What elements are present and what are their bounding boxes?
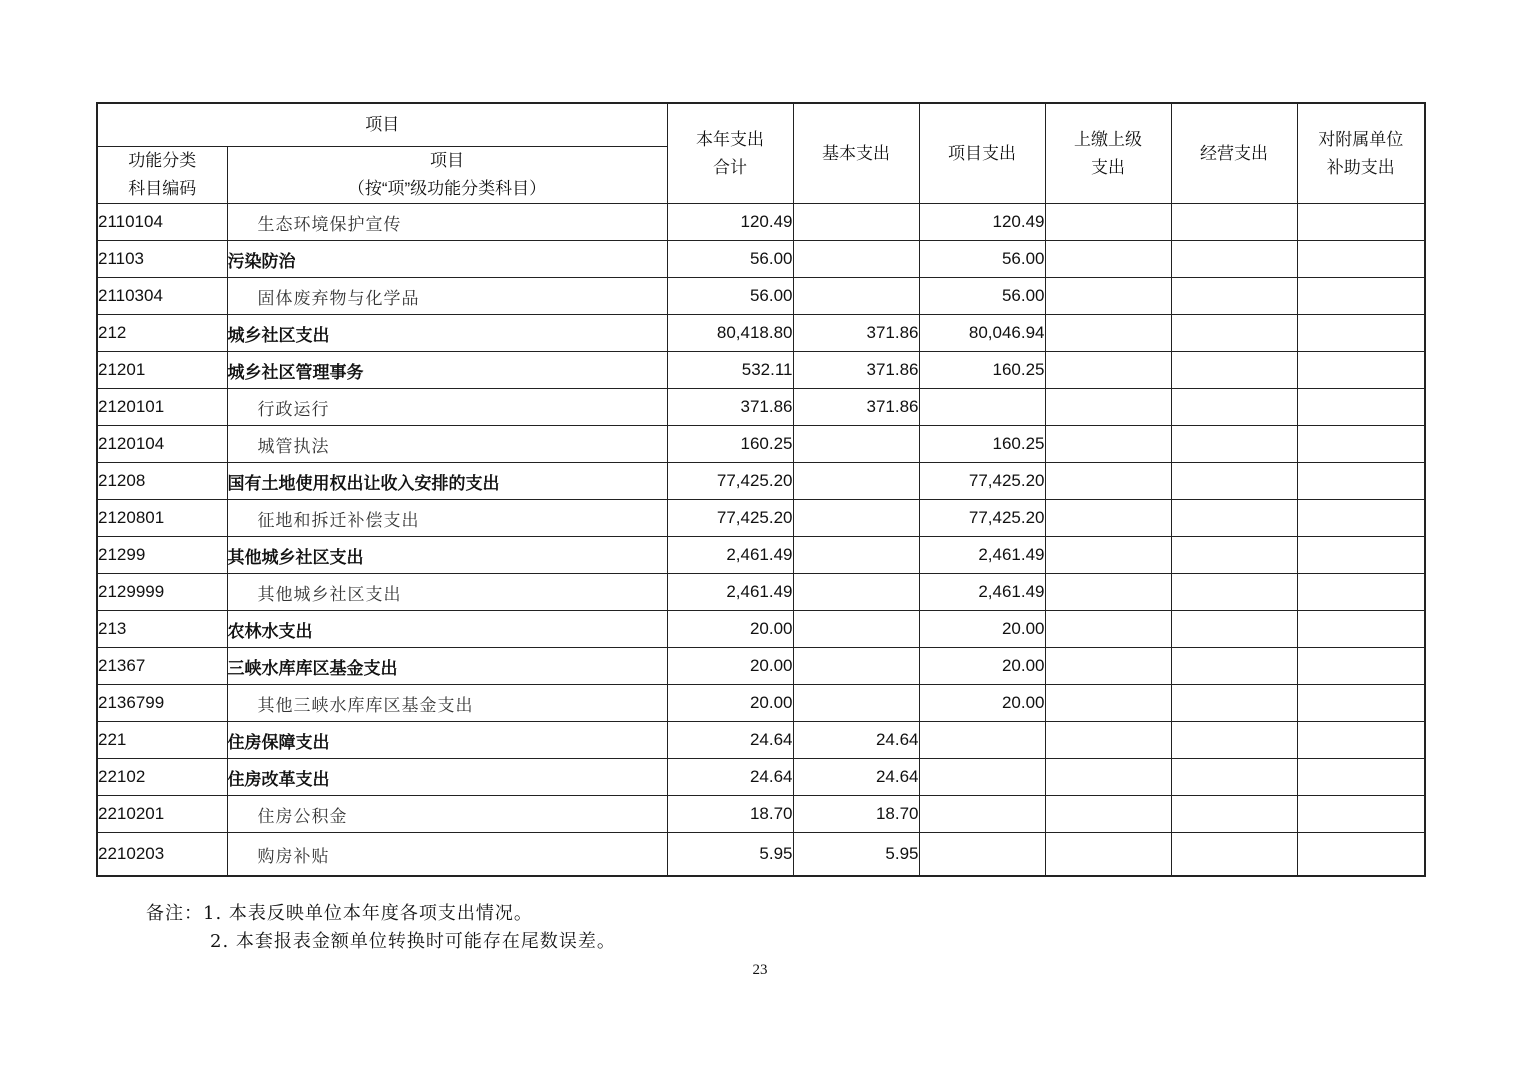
cell-total: 20.00 [667, 648, 793, 685]
cell-subsidy [1297, 833, 1425, 877]
header-code: 功能分类 科目编码 [97, 147, 227, 204]
cell-code: 213 [97, 611, 227, 648]
cell-name: 国有土地使用权出让收入安排的支出 [227, 463, 667, 500]
cell-project: 20.00 [919, 685, 1045, 722]
cell-project [919, 722, 1045, 759]
cell-subsidy [1297, 611, 1425, 648]
cell-business [1171, 648, 1297, 685]
cell-upper [1045, 722, 1171, 759]
cell-basic: 24.64 [793, 722, 919, 759]
cell-total: 5.95 [667, 833, 793, 877]
header-name: 项目 （按“项”级功能分类科目） [227, 147, 667, 204]
cell-subsidy [1297, 759, 1425, 796]
header-subsidy: 对附属单位 补助支出 [1297, 103, 1425, 204]
cell-code: 2110104 [97, 204, 227, 241]
table-row [97, 278, 1425, 315]
cell-upper [1045, 500, 1171, 537]
cell-project: 20.00 [919, 611, 1045, 648]
cell-project: 77,425.20 [919, 500, 1045, 537]
cell-code: 22102 [97, 759, 227, 796]
cell-subsidy [1297, 278, 1425, 315]
cell-total: 80,418.80 [667, 315, 793, 352]
cell-total: 2,461.49 [667, 537, 793, 574]
expenditure-table [96, 102, 1426, 877]
cell-total: 56.00 [667, 278, 793, 315]
header-basic: 基本支出 [793, 103, 919, 204]
header-project: 项目支出 [919, 103, 1045, 204]
cell-project: 20.00 [919, 648, 1045, 685]
cell-name: 三峡水库库区基金支出 [227, 648, 667, 685]
table-row [97, 574, 1425, 611]
cell-project: 120.49 [919, 204, 1045, 241]
table-row [97, 759, 1425, 796]
cell-name: 其他城乡社区支出 [227, 537, 667, 574]
cell-project [919, 833, 1045, 877]
cell-subsidy [1297, 241, 1425, 278]
cell-basic: 371.86 [793, 389, 919, 426]
cell-total: 18.70 [667, 796, 793, 833]
cell-business [1171, 352, 1297, 389]
cell-subsidy [1297, 389, 1425, 426]
cell-name: 城乡社区管理事务 [227, 352, 667, 389]
cell-subsidy [1297, 315, 1425, 352]
table-row [97, 685, 1425, 722]
cell-name: 城管执法 [227, 426, 667, 463]
cell-upper [1045, 315, 1171, 352]
cell-upper [1045, 537, 1171, 574]
cell-subsidy [1297, 500, 1425, 537]
page-number: 23 [752, 962, 768, 978]
cell-name: 农林水支出 [227, 611, 667, 648]
cell-code: 212 [97, 315, 227, 352]
cell-basic [793, 426, 919, 463]
cell-basic [793, 537, 919, 574]
cell-business [1171, 241, 1297, 278]
cell-name: 其他城乡社区支出 [227, 574, 667, 611]
cell-project [919, 796, 1045, 833]
cell-basic: 24.64 [793, 759, 919, 796]
cell-upper [1045, 426, 1171, 463]
cell-subsidy [1297, 537, 1425, 574]
cell-business [1171, 833, 1297, 877]
cell-project [919, 389, 1045, 426]
cell-business [1171, 204, 1297, 241]
cell-basic [793, 648, 919, 685]
cell-total: 2,461.49 [667, 574, 793, 611]
cell-code: 221 [97, 722, 227, 759]
cell-upper [1045, 278, 1171, 315]
cell-project: 56.00 [919, 278, 1045, 315]
cell-name: 固体废弃物与化学品 [227, 278, 667, 315]
note-line-1: 备注：1. 本表反映单位本年度各项支出情况。 [146, 903, 533, 924]
cell-business [1171, 685, 1297, 722]
cell-total: 56.00 [667, 241, 793, 278]
cell-subsidy [1297, 574, 1425, 611]
cell-subsidy [1297, 204, 1425, 241]
cell-code: 2210203 [97, 833, 227, 877]
cell-total: 20.00 [667, 611, 793, 648]
cell-basic [793, 463, 919, 500]
cell-business [1171, 537, 1297, 574]
cell-project: 80,046.94 [919, 315, 1045, 352]
cell-upper [1045, 574, 1171, 611]
cell-subsidy [1297, 796, 1425, 833]
cell-upper [1045, 611, 1171, 648]
header-upper: 上缴上级 支出 [1045, 103, 1171, 204]
cell-code: 2110304 [97, 278, 227, 315]
cell-upper [1045, 352, 1171, 389]
cell-name: 住房保障支出 [227, 722, 667, 759]
cell-code: 21103 [97, 241, 227, 278]
header-business: 经营支出 [1171, 103, 1297, 204]
cell-business [1171, 315, 1297, 352]
table-row [97, 204, 1425, 241]
cell-code: 2129999 [97, 574, 227, 611]
cell-total: 20.00 [667, 685, 793, 722]
cell-upper [1045, 204, 1171, 241]
table-row [97, 648, 1425, 685]
cell-name: 住房公积金 [227, 796, 667, 833]
cell-basic [793, 204, 919, 241]
cell-business [1171, 796, 1297, 833]
cell-name: 征地和拆迁补偿支出 [227, 500, 667, 537]
table-row [97, 611, 1425, 648]
table-row [97, 537, 1425, 574]
table-row [97, 722, 1425, 759]
cell-subsidy [1297, 426, 1425, 463]
table-row [97, 463, 1425, 500]
cell-business [1171, 611, 1297, 648]
cell-total: 120.49 [667, 204, 793, 241]
cell-business [1171, 389, 1297, 426]
table-body [97, 204, 1425, 877]
cell-total: 24.64 [667, 722, 793, 759]
note-line-2: 2. 本套报表金额单位转换时可能存在尾数误差。 [210, 931, 616, 952]
cell-subsidy [1297, 648, 1425, 685]
table-row [97, 241, 1425, 278]
cell-basic: 18.70 [793, 796, 919, 833]
cell-name: 其他三峡水库库区基金支出 [227, 685, 667, 722]
cell-code: 21299 [97, 537, 227, 574]
cell-business [1171, 500, 1297, 537]
cell-business [1171, 426, 1297, 463]
cell-basic [793, 685, 919, 722]
cell-code: 21201 [97, 352, 227, 389]
cell-total: 24.64 [667, 759, 793, 796]
cell-project: 160.25 [919, 426, 1045, 463]
table-row [97, 833, 1425, 877]
cell-basic: 371.86 [793, 352, 919, 389]
cell-upper [1045, 759, 1171, 796]
table-row [97, 500, 1425, 537]
header-total: 本年支出 合计 [667, 103, 793, 204]
cell-upper [1045, 833, 1171, 877]
cell-total: 160.25 [667, 426, 793, 463]
cell-upper [1045, 796, 1171, 833]
cell-business [1171, 722, 1297, 759]
cell-name: 污染防治 [227, 241, 667, 278]
cell-business [1171, 759, 1297, 796]
cell-subsidy [1297, 722, 1425, 759]
cell-project [919, 759, 1045, 796]
cell-name: 购房补贴 [227, 833, 667, 877]
cell-business [1171, 463, 1297, 500]
cell-project: 2,461.49 [919, 537, 1045, 574]
cell-basic: 5.95 [793, 833, 919, 877]
cell-code: 2120801 [97, 500, 227, 537]
cell-upper [1045, 463, 1171, 500]
cell-total: 371.86 [667, 389, 793, 426]
cell-project: 2,461.49 [919, 574, 1045, 611]
cell-code: 2210201 [97, 796, 227, 833]
cell-subsidy [1297, 463, 1425, 500]
cell-name: 行政运行 [227, 389, 667, 426]
cell-code: 21208 [97, 463, 227, 500]
table-row [97, 315, 1425, 352]
cell-business [1171, 574, 1297, 611]
cell-business [1171, 278, 1297, 315]
cell-code: 21367 [97, 648, 227, 685]
cell-code: 2120104 [97, 426, 227, 463]
cell-subsidy [1297, 685, 1425, 722]
cell-name: 生态环境保护宣传 [227, 204, 667, 241]
table-row [97, 352, 1425, 389]
cell-basic [793, 611, 919, 648]
cell-name: 住房改革支出 [227, 759, 667, 796]
cell-upper [1045, 389, 1171, 426]
cell-basic [793, 241, 919, 278]
header-item: 项目 [97, 103, 667, 147]
cell-project: 77,425.20 [919, 463, 1045, 500]
cell-total: 532.11 [667, 352, 793, 389]
cell-upper [1045, 648, 1171, 685]
cell-upper [1045, 685, 1171, 722]
notes [146, 900, 616, 956]
cell-code: 2120101 [97, 389, 227, 426]
cell-code: 2136799 [97, 685, 227, 722]
cell-name: 城乡社区支出 [227, 315, 667, 352]
table-row [97, 426, 1425, 463]
cell-basic [793, 278, 919, 315]
cell-total: 77,425.20 [667, 463, 793, 500]
cell-basic [793, 574, 919, 611]
cell-project: 160.25 [919, 352, 1045, 389]
cell-upper [1045, 241, 1171, 278]
table-row [97, 389, 1425, 426]
cell-basic: 371.86 [793, 315, 919, 352]
cell-project: 56.00 [919, 241, 1045, 278]
cell-basic [793, 500, 919, 537]
cell-subsidy [1297, 352, 1425, 389]
cell-total: 77,425.20 [667, 500, 793, 537]
table-row [97, 796, 1425, 833]
